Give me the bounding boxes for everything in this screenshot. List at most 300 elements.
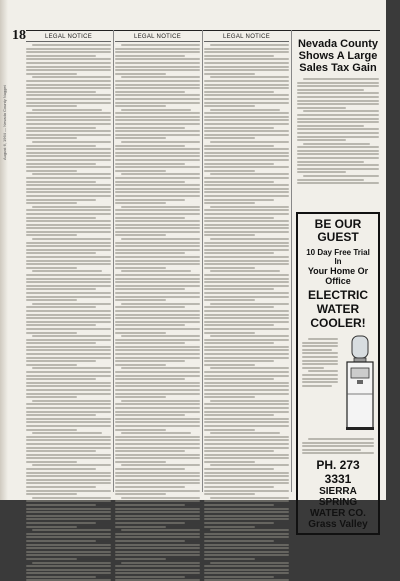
text-line [26, 321, 111, 323]
text-line [26, 130, 111, 132]
text-line [204, 482, 289, 484]
text-line [32, 76, 111, 78]
text-line [115, 69, 200, 71]
text-line [26, 260, 111, 262]
text-line [204, 403, 289, 405]
text-line [26, 242, 111, 244]
text-line [204, 177, 289, 179]
text-line [115, 152, 200, 154]
text-line [204, 163, 274, 165]
text-line [121, 109, 191, 111]
text-line [115, 209, 200, 211]
text-line [26, 439, 111, 441]
text-line [26, 220, 111, 222]
text-line [115, 130, 200, 132]
text-line [204, 69, 289, 71]
text-line [115, 454, 200, 456]
text-line [115, 349, 200, 351]
text-line [204, 429, 255, 431]
text-line [115, 382, 200, 384]
text-line [204, 152, 289, 154]
text-line [210, 303, 289, 305]
text-line [26, 119, 111, 121]
text-line [115, 267, 166, 269]
text-line [204, 375, 289, 377]
water-cooler-icon [342, 334, 378, 432]
text-line [308, 438, 374, 440]
text-line [26, 191, 111, 193]
text-line [297, 136, 379, 138]
text-line [26, 490, 111, 492]
text-line [115, 119, 200, 121]
text-line [26, 403, 111, 405]
text-line [204, 260, 289, 262]
text-line [26, 429, 77, 431]
text-line [115, 436, 200, 438]
text-line [26, 181, 96, 183]
text-line [115, 188, 200, 190]
text-line [115, 328, 200, 330]
text-line [26, 166, 111, 168]
text-line [115, 242, 200, 244]
text-line [297, 85, 379, 87]
ad-product: ELECTRIC [308, 288, 368, 302]
text-line [115, 396, 166, 398]
text-line [204, 317, 289, 319]
text-line [115, 493, 166, 495]
text-line [115, 572, 200, 574]
text-line [204, 58, 289, 60]
text-line [204, 134, 289, 136]
text-line [115, 281, 200, 283]
text-line [26, 288, 96, 290]
text-line [204, 224, 289, 226]
text-line [204, 385, 289, 387]
text-line [115, 418, 200, 420]
text-line [115, 66, 200, 68]
text-line [115, 263, 200, 265]
text-line [115, 58, 200, 60]
text-line [32, 206, 111, 208]
text-line [26, 565, 111, 567]
text-line [26, 411, 111, 413]
text-line [26, 134, 111, 136]
text-line [204, 119, 289, 121]
text-line [115, 220, 200, 222]
text-line [204, 98, 289, 100]
ad-headline: BE OUR GUEST [314, 217, 362, 244]
text-line [204, 332, 255, 334]
text-line [115, 80, 200, 82]
text-line [32, 141, 111, 143]
text-line [26, 572, 111, 574]
text-line [204, 310, 289, 312]
text-line [204, 321, 289, 323]
text-line [32, 44, 111, 46]
text-line [115, 260, 200, 262]
text-line [204, 418, 289, 420]
legal-notice-header: LEGAL NOTICE [204, 34, 289, 42]
text-line [210, 464, 289, 466]
text-line [26, 396, 77, 398]
text-line [115, 540, 185, 542]
text-line [115, 475, 200, 477]
legal-notice-column-2 [115, 34, 200, 492]
text-line [303, 78, 379, 80]
text-line [26, 443, 111, 445]
legal-notice-header: LEGAL NOTICE [26, 34, 111, 42]
text-line [32, 335, 111, 337]
text-line [26, 349, 111, 351]
text-line [297, 107, 346, 109]
text-line [115, 155, 200, 157]
text-line [204, 522, 274, 524]
text-line [121, 270, 191, 272]
text-line [204, 468, 274, 470]
text-line [115, 48, 200, 50]
text-line [302, 445, 374, 447]
text-line [32, 562, 111, 564]
text-line [115, 411, 200, 413]
text-line [115, 227, 200, 229]
text-line [121, 44, 200, 46]
text-line [26, 112, 111, 114]
text-line [115, 468, 185, 470]
text-line [26, 508, 111, 510]
text-line [204, 511, 289, 513]
text-line [26, 436, 111, 438]
text-line [115, 288, 185, 290]
text-line [204, 490, 289, 492]
text-line [303, 110, 379, 112]
text-line [204, 80, 289, 82]
text-line [204, 425, 289, 427]
text-line [204, 299, 255, 301]
text-line [115, 547, 200, 549]
notice-text-block [115, 44, 200, 581]
text-line [115, 98, 200, 100]
text-line [26, 393, 111, 395]
text-line [26, 62, 111, 64]
text-line [26, 48, 111, 50]
text-line [115, 231, 200, 233]
text-line [121, 238, 200, 240]
text-line [115, 278, 200, 280]
notice-text-block [26, 44, 111, 581]
text-line [204, 137, 255, 139]
text-line [204, 411, 289, 413]
text-line [308, 338, 338, 340]
text-line [204, 170, 255, 172]
text-line [204, 569, 289, 571]
text-line [26, 231, 111, 233]
text-line [204, 324, 274, 326]
text-line [204, 227, 289, 229]
text-line [26, 123, 111, 125]
text-line [204, 127, 274, 129]
text-line [115, 249, 200, 251]
text-line [204, 281, 289, 283]
text-line [26, 375, 111, 377]
text-line [115, 145, 185, 147]
text-line [204, 475, 289, 477]
text-line [204, 407, 289, 409]
text-line [26, 224, 111, 226]
text-line [115, 55, 185, 57]
text-line [204, 565, 289, 567]
text-line [115, 490, 200, 492]
text-line [210, 497, 289, 499]
text-line [115, 191, 200, 193]
text-line [26, 145, 96, 147]
text-line [210, 432, 280, 434]
text-line [204, 357, 289, 359]
text-line [204, 493, 255, 495]
text-line [204, 306, 274, 308]
text-line [204, 518, 289, 520]
ad-offer-2: Your Home Or Office [307, 266, 369, 286]
ad-figure [302, 334, 374, 434]
text-line [26, 256, 111, 258]
text-line [204, 558, 255, 560]
text-line [26, 533, 111, 535]
text-line [26, 511, 111, 513]
text-line [297, 153, 379, 155]
text-line [204, 274, 289, 276]
text-line [204, 213, 289, 215]
text-line [204, 314, 289, 316]
text-line [26, 328, 111, 330]
text-line [204, 479, 289, 481]
text-line [297, 89, 364, 91]
ad-phone: PH. 273 3331 [316, 458, 360, 487]
text-line [115, 576, 185, 578]
text-line [26, 447, 111, 449]
text-line [32, 173, 111, 175]
text-line [115, 533, 200, 535]
text-line [210, 173, 289, 175]
text-line [26, 116, 111, 118]
text-line [297, 146, 379, 148]
text-line [297, 150, 379, 152]
ad-footer-text [302, 438, 374, 454]
text-line [204, 353, 289, 355]
text-line [26, 504, 96, 506]
text-line [204, 342, 274, 344]
text-line [204, 220, 289, 222]
text-line [115, 551, 200, 553]
text-line [26, 454, 111, 456]
ad-town: Grass Valley [308, 519, 368, 531]
text-line [204, 102, 289, 104]
text-line [204, 328, 289, 330]
text-line [115, 554, 200, 556]
text-line [115, 137, 166, 139]
text-line [297, 92, 379, 94]
text-line [26, 159, 111, 161]
text-line [210, 270, 280, 272]
text-line [302, 342, 338, 344]
text-line [204, 48, 289, 50]
text-line [204, 364, 255, 366]
text-line [115, 414, 185, 416]
column-divider [291, 30, 292, 492]
text-line [115, 102, 200, 104]
text-line [204, 242, 289, 244]
text-line [115, 112, 200, 114]
text-line [26, 360, 96, 362]
text-line [26, 342, 96, 344]
text-line [115, 256, 200, 258]
text-line [32, 432, 102, 434]
text-line [204, 73, 255, 75]
text-line [26, 299, 77, 301]
text-line [32, 238, 111, 240]
text-line [115, 378, 185, 380]
text-line [26, 346, 111, 348]
text-line [204, 457, 289, 459]
text-line [26, 267, 77, 269]
text-line [121, 464, 200, 466]
text-line [115, 317, 200, 319]
text-line [204, 447, 289, 449]
text-line [121, 562, 200, 564]
text-line [121, 400, 200, 402]
text-line [115, 224, 200, 226]
text-line [297, 157, 379, 159]
text-line [26, 170, 77, 172]
text-line [26, 526, 77, 528]
text-line [204, 202, 255, 204]
text-line [204, 504, 274, 506]
text-line [115, 123, 200, 125]
text-line [26, 177, 111, 179]
text-line [115, 321, 200, 323]
text-line [115, 511, 200, 513]
text-line [26, 522, 96, 524]
text-line [32, 270, 102, 272]
text-line [26, 102, 111, 104]
text-line [115, 159, 200, 161]
text-line [115, 163, 185, 165]
text-line [204, 159, 289, 161]
text-line [297, 82, 379, 84]
text-line [26, 278, 111, 280]
text-line [26, 217, 96, 219]
top-rule [26, 30, 380, 31]
text-line [26, 137, 77, 139]
text-line [204, 450, 274, 452]
text-line [210, 400, 289, 402]
text-line [26, 493, 77, 495]
text-line [302, 449, 361, 451]
text-line [26, 188, 111, 190]
legal-notice-column-1 [26, 34, 111, 492]
text-line [121, 141, 200, 143]
text-line [204, 130, 289, 132]
text-line [302, 352, 338, 354]
text-line [297, 118, 379, 120]
text-line [204, 382, 289, 384]
text-line [115, 403, 200, 405]
text-line [26, 227, 111, 229]
text-line [115, 314, 200, 316]
text-line [115, 500, 200, 502]
text-line [26, 263, 111, 265]
text-line [26, 382, 111, 384]
text-line [115, 324, 185, 326]
text-line [115, 234, 166, 236]
text-line [26, 306, 96, 308]
text-line [204, 454, 289, 456]
text-line [204, 181, 274, 183]
text-line [26, 385, 111, 387]
text-line [297, 103, 379, 105]
text-line [115, 195, 200, 197]
text-line [26, 73, 77, 75]
text-line [26, 475, 111, 477]
text-line [26, 127, 96, 129]
text-line [115, 116, 200, 118]
text-line [297, 125, 364, 127]
text-line [26, 486, 96, 488]
side-caption: August 6, 1964 — Nevada County Nugget [2, 85, 7, 160]
text-line [204, 378, 274, 380]
text-line [26, 105, 77, 107]
text-line [297, 96, 379, 98]
text-line [204, 547, 289, 549]
text-line [204, 62, 289, 64]
text-line [26, 148, 111, 150]
text-line [26, 547, 111, 549]
text-line [204, 116, 289, 118]
text-line [115, 105, 166, 107]
legal-notice-column-3 [204, 34, 289, 492]
text-line [115, 479, 200, 481]
text-line [115, 407, 200, 409]
text-line [204, 105, 255, 107]
text-line [26, 407, 111, 409]
text-line [204, 245, 289, 247]
text-line [115, 353, 200, 355]
text-line [115, 51, 200, 53]
legal-notice-header: LEGAL NOTICE [115, 34, 200, 42]
text-line [204, 554, 289, 556]
text-line [26, 292, 111, 294]
text-line [204, 112, 289, 114]
text-line [115, 364, 166, 366]
text-line [297, 132, 379, 134]
text-line [115, 310, 200, 312]
text-line [115, 87, 200, 89]
sales-tax-article [294, 34, 382, 184]
text-line [26, 55, 96, 57]
text-line [26, 209, 111, 211]
text-line [204, 267, 255, 269]
text-line [115, 177, 200, 179]
text-line [115, 515, 200, 517]
text-line [297, 161, 364, 163]
text-line [204, 389, 289, 391]
text-line [26, 540, 96, 542]
ad-product-2: WATER COOLER! [310, 302, 366, 330]
text-line [204, 472, 289, 474]
text-line [115, 94, 200, 96]
text-line [115, 170, 166, 172]
text-line [115, 450, 185, 452]
ad-column [294, 34, 382, 531]
text-line [115, 252, 185, 254]
